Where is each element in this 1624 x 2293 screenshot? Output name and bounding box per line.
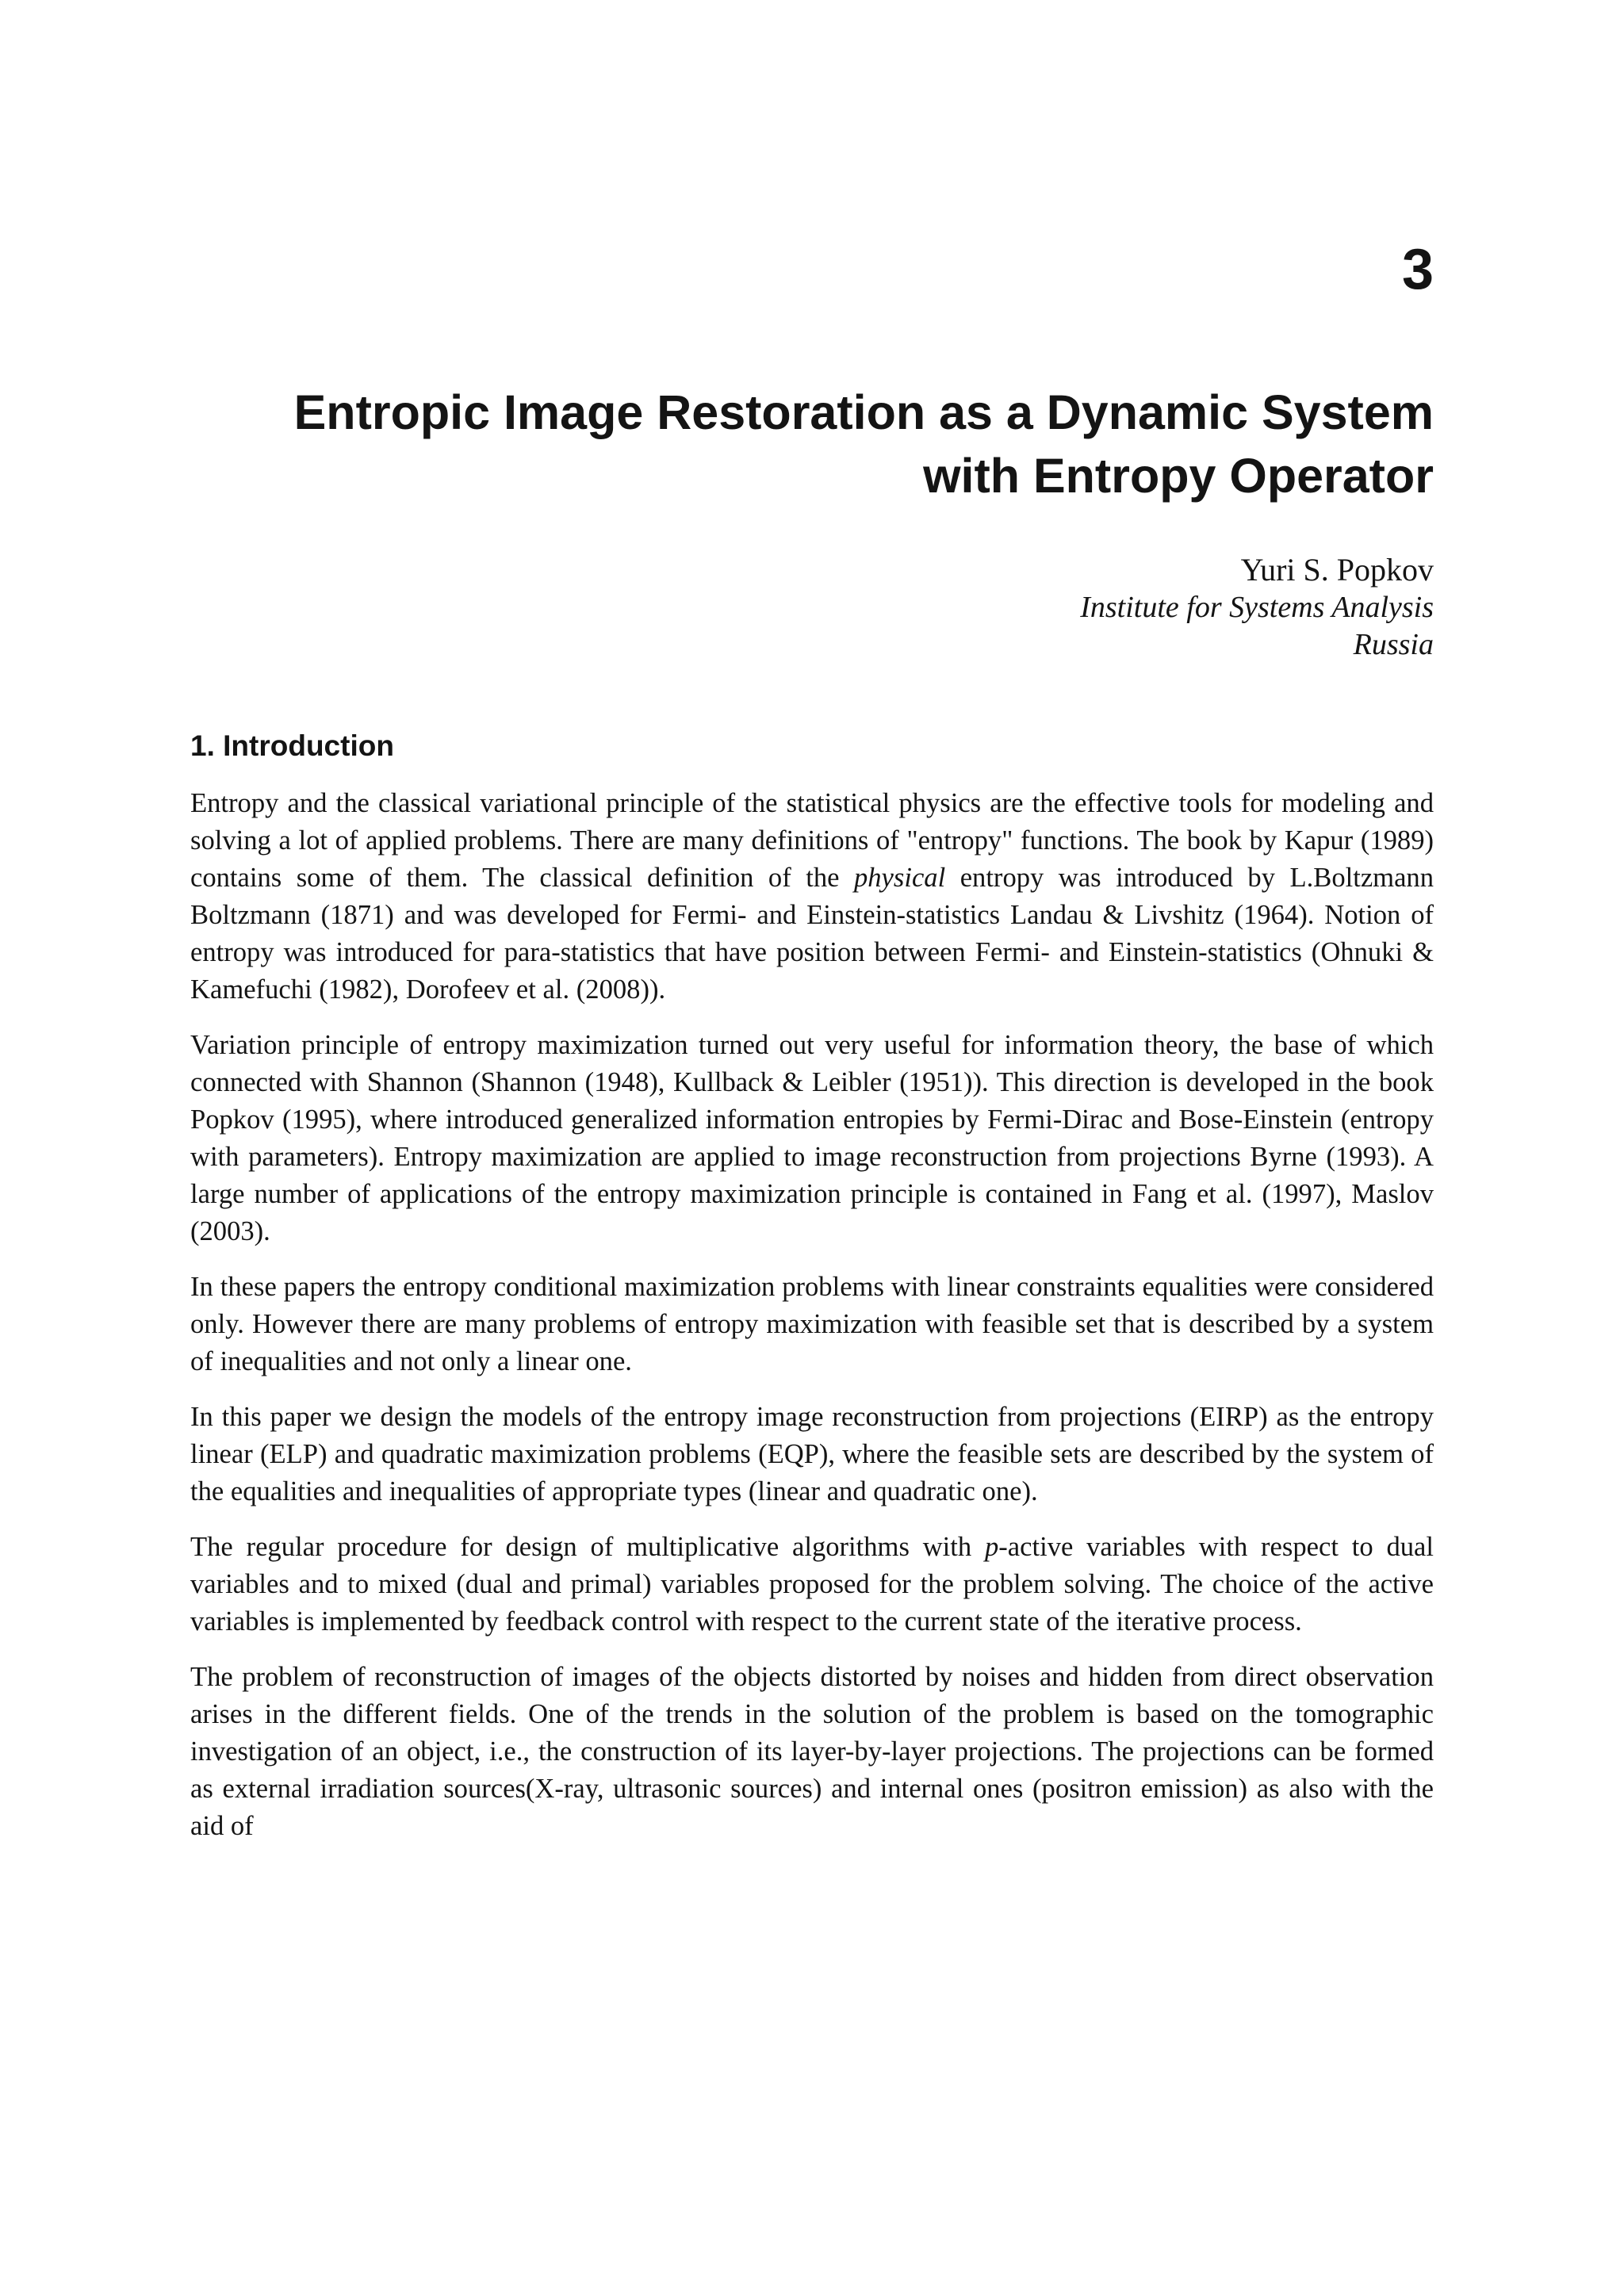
paragraph-1-italic: physical xyxy=(853,863,946,893)
paragraph-2: Variation principle of entropy maximization turned out very useful for information theory, the base of which connected with Shannon (Shannon (1948), Kullback & Leibler (1951)). This direction is developed in the book Popkov (1995), where introduced generalized information entropies by Fermi-Dirac and Bose-Einstein (entropy with parameters). Entropy maximization are applied to image reconstruction from projections Byrne (1993). A large number of applications of the entropy maximization principle is contained in Fang et al. (1997), Maslov (2003). xyxy=(190,1030,1434,1246)
paragraph-1-text-b: entropy was introduced by L.Boltzmann Boltzmann (1871) and was developed for Fermi- and Einstein-statistics Landau & Livshitz (1964). Notion of entropy was introduced for para-statistics that have position between Fermi- and Einstein-statistics (Ohnuki & Kamefuchi (1982), Dorofeev et al. (2008)). xyxy=(190,863,1434,1005)
chapter-title-line-2: with Entropy Operator xyxy=(923,449,1434,503)
paragraph-5-italic: p xyxy=(984,1532,999,1562)
paragraph-4: In this paper we design the models of the entropy image reconstruction from projections (EIRP) as the entropy linear (ELP) and quadratic maximization problems (EQP), where the feasible sets are described by the system of the equalities and inequalities of appropriate types (linear and quadratic one). xyxy=(190,1402,1434,1506)
chapter-title-line-1: Entropic Image Restoration as a Dynamic System xyxy=(293,385,1434,439)
author-block xyxy=(1080,551,1434,664)
paragraph-5 xyxy=(190,1529,1434,1640)
paragraph-1 xyxy=(190,785,1434,1009)
paragraph-5-text-a: The regular procedure for design of multiplicative algorithms with xyxy=(190,1532,985,1562)
paragraph-1-text-a: Entropy and the classical variational principle of the statistical physics are the effective tools for modeling and solving a lot of applied problems. There are many definitions of "entropy" functions. The book by Kapur (1989) contains some of them. The classical definition of the xyxy=(190,788,1434,893)
author-institution: Institute for Systems Analysis xyxy=(1080,591,1434,624)
chapter-title xyxy=(190,381,1434,507)
paragraph-6: The problem of reconstruction of images of the objects distorted by noises and hidden from direct observation arises in the different fields. One of the trends in the solution of the problem is based on the tomographic investigation of an object, i.e., the construction of its layer-by-layer projections. The projections can be formed as external irradiation sources(X-ray, ultrasonic sources) and internal ones (positron emission) as also with the aid of xyxy=(190,1662,1434,1841)
paragraph-3: In these papers the entropy conditional maximization problems with linear constraints equalities were considered only. However there are many problems of entropy maximization with feasible set that is described by a system of inequalities and not only a linear one. xyxy=(190,1272,1434,1376)
paragraph-5-text-b: -active variables with respect to dual variables and to mixed (dual and primal) variables proposed for the problem solving. The choice of the active variables is implemented by feedback control with respect to the current state of the iterative process. xyxy=(190,1532,1434,1636)
chapter-number: 3 xyxy=(1401,238,1434,301)
body-text xyxy=(190,785,1434,1863)
author-country: Russia xyxy=(1353,628,1434,661)
section-heading: 1. Introduction xyxy=(190,729,394,762)
author-name: Yuri S. Popkov xyxy=(1240,552,1434,588)
